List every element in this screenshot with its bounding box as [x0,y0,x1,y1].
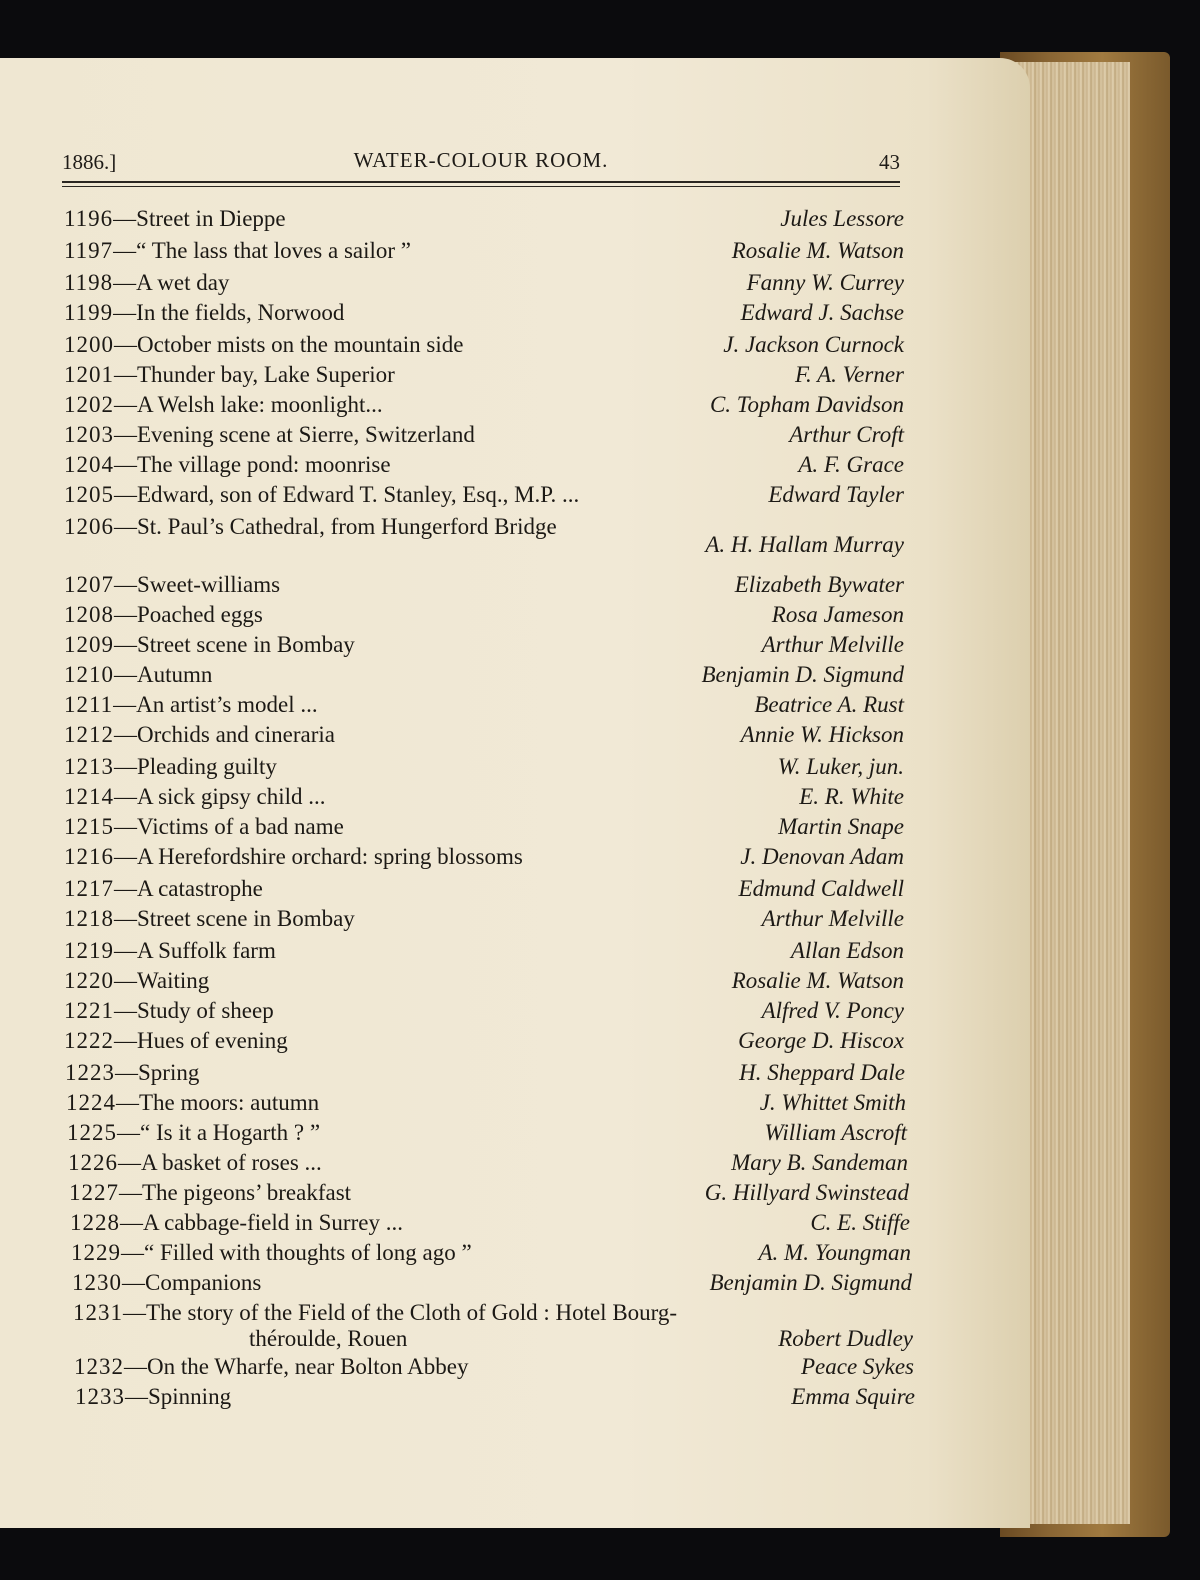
entry-title: A sick gipsy child ... [137,784,326,809]
entry-artist: Edmund Caldwell [738,876,904,901]
catalogue-entry [64,390,904,420]
entry-title: October mists on the mountain side [137,332,464,357]
catalogue-entry [66,1088,906,1118]
entry-artist: Rosa Jameson [771,602,904,627]
entry-artist: Benjamin D. Sigmund [701,662,904,687]
entry-number-title [64,874,263,904]
entry-number: 1209 [64,632,114,657]
entry-title: Orchids and cineraria [137,722,335,747]
catalogue-entry [64,782,904,812]
entry-dash: — [122,1270,145,1295]
entry-artist: Rosalie M. Watson [731,238,904,263]
entry-number-title [64,330,463,360]
entry-title-continuation: théroulde, Rouen [249,1326,408,1351]
entry-dash: — [114,814,137,839]
entry-title: A catastrophe [137,876,263,901]
entry-number-title [66,1088,319,1118]
entry-number-title [64,996,274,1026]
catalogue-entry [64,996,904,1026]
entry-number-title [64,390,383,420]
catalogue-entry [64,660,904,690]
entry-number: 1203 [64,422,114,447]
entry-number: 1230 [72,1270,122,1295]
entry-artist: J. Denovan Adam [740,844,904,869]
entry-dash: — [118,1150,141,1175]
entry-number: 1228 [70,1210,120,1235]
header-title: WATER-COLOUR ROOM. [353,148,609,172]
entry-number: 1202 [64,392,114,417]
entry-title: Street scene in Bombay [137,906,355,931]
entry-title: “ Is it a Hogarth ? ” [140,1120,321,1145]
entry-number-title [64,512,557,542]
entry-title: Victims of a bad name [137,814,344,839]
entry-artist: Emma Squire [791,1384,915,1409]
entry-number: 1205 [64,482,114,507]
catalogue-entry [64,874,904,904]
entry-dash: — [117,1120,140,1145]
entry-number: 1211 [64,692,114,717]
catalogue-entry [64,360,904,390]
entry-dash: — [114,938,137,963]
entry-number: 1208 [64,602,114,627]
entry-title: An artist’s model ... [136,692,318,717]
entry-number: 1213 [64,754,114,779]
catalogue-entry [64,268,904,298]
entry-title: The moors: autumn [139,1090,320,1115]
entry-dash: — [115,1060,138,1085]
catalogue-entry [65,1058,905,1088]
entry-title: A cabbage-field in Surrey ... [143,1210,403,1235]
entry-artist: Elizabeth Bywater [734,572,904,597]
entry-number: 1212 [64,722,114,747]
entry-title: Thunder bay, Lake Superior [137,362,395,387]
catalogue-entry [74,1352,914,1382]
entry-number-title [69,1178,351,1208]
entry-title: Spring [138,1060,200,1085]
entry-number-title [70,1208,403,1238]
entry-number: 1200 [64,332,114,357]
catalogue-entry [64,1026,904,1056]
entry-number: 1229 [71,1240,121,1265]
entry-artist: George D. Hiscox [738,1028,904,1053]
entry-number-title [64,630,355,660]
entry-number: 1219 [64,938,114,963]
entry-dash: — [116,1090,139,1115]
entry-dash: — [114,362,137,387]
entry-number-title [64,420,475,450]
entry-title: A basket of roses ... [141,1150,322,1175]
entry-number-title [64,204,286,234]
entry-title: Street scene in Bombay [137,632,355,657]
entry-number-title [64,812,344,842]
entry-artist: Arthur Melville [761,906,904,931]
entry-number-title [64,904,355,934]
catalogue-entry [70,1208,910,1238]
entry-title: Pleading guilty [137,754,277,779]
catalogue-entry [64,204,904,234]
entry-dash: — [114,422,137,447]
entry-artist: Peace Sykes [800,1354,914,1379]
entry-dash: — [114,572,137,597]
catalogue-entry [64,330,904,360]
catalogue-entry [69,1178,909,1208]
entry-number-title [64,936,276,966]
entry-number: 1227 [69,1180,119,1205]
entry-number-title [68,1148,322,1178]
entry-number: 1196 [64,206,114,231]
entry-title: Edward, son of Edward T. Stanley, Esq., M.P. ... [137,482,580,507]
entry-dash: — [113,692,137,717]
catalogue-entry [64,512,904,557]
entry-dash: — [114,392,137,417]
entry-artist: Arthur Melville [761,632,904,657]
entry-dash: — [114,662,137,687]
entry-artist: E. R. White [799,784,904,809]
entry-artist: Edward J. Sachse [740,300,904,325]
catalogue-entry [64,420,904,450]
entry-dash: — [113,300,137,325]
entry-dash: — [114,1028,137,1053]
entry-title: Companions [145,1270,262,1295]
entry-dash: — [113,270,137,295]
entry-number: 1199 [64,300,114,325]
entry-number: 1231 [73,1300,123,1325]
entry-artist: Martin Snape [778,814,904,839]
catalogue-entry [64,936,904,966]
header-year: 1886.] [62,150,117,174]
catalogue-entry [75,1382,915,1412]
entry-number: 1223 [65,1060,115,1085]
entry-number: 1198 [64,270,114,295]
entry-number: 1222 [64,1028,114,1053]
entry-number: 1221 [64,998,114,1023]
entry-number-title [64,236,411,266]
entry-dash: — [114,784,137,809]
entry-artist: Edward Tayler [768,482,904,507]
entry-artist: Benjamin D. Sigmund [709,1270,912,1295]
entry-number-title [74,1352,468,1382]
entry-number-title [64,480,579,510]
catalogue-entry [64,450,904,480]
entry-dash: — [114,332,137,357]
entry-dash: — [125,1384,148,1409]
entry-dash: — [114,844,137,869]
entry-number: 1218 [64,906,114,931]
entry-number: 1206 [64,514,114,539]
entry-title: A Herefordshire orchard: spring blossoms [137,844,523,869]
entry-title: The story of the Field of the Cloth of Gold : Hotel Bourg- [146,1300,678,1325]
catalogue-entry [64,298,904,328]
entry-artist: Beatrice A. Rust [754,692,904,717]
entry-title: On the Wharfe, near Bolton Abbey [147,1354,469,1379]
catalogue-entry [68,1148,908,1178]
entry-artist: F. A. Verner [794,362,904,387]
entry-title: The village pond: moonrise [137,452,391,477]
entry-number: 1232 [74,1354,124,1379]
entry-dash: — [114,906,137,931]
entry-title: Waiting [137,968,210,993]
entry-number: 1214 [64,784,114,809]
entry-dash: — [114,452,137,477]
entry-artist: Mary B. Sandeman [731,1150,908,1175]
catalogue-entry [64,600,904,630]
entry-number-title [72,1268,261,1298]
entry-title: “ The lass that loves a sailor ” [136,238,412,263]
entry-title: Hues of evening [137,1028,288,1053]
entry-dash: — [114,968,137,993]
entry-dash: — [114,998,137,1023]
entry-artist: Arthur Croft [789,422,904,447]
entry-number-title [64,450,391,480]
entry-number: 1210 [64,662,114,687]
entry-number-title [64,360,395,390]
entry-title: St. Paul’s Cathedral, from Hungerford Bridge [137,514,557,539]
entry-title: Sweet-williams [137,572,281,597]
catalogue-entry [64,630,904,660]
entry-artist: C. E. Stiffe [810,1210,910,1235]
catalogue-entry [64,480,904,510]
catalogue-entry [64,904,904,934]
entry-number-title [64,570,280,600]
entry-number-title [64,720,335,750]
catalogue-entry [64,236,904,266]
entry-artist: A. M. Youngman [758,1240,911,1265]
entry-dash: — [114,514,137,539]
entry-number-title [64,690,318,720]
catalogue-entry [64,966,904,996]
entry-title: Street in Dieppe [136,206,286,231]
page-number: 43 [879,150,900,174]
entry-dash: — [121,1240,144,1265]
catalogue-entry [64,570,904,600]
entry-number: 1201 [64,362,114,387]
entry-dash: — [114,754,137,779]
entry-artist: Robert Dudley [778,1326,913,1351]
entry-dash: — [114,602,137,627]
entry-title: Study of sheep [137,998,274,1023]
entry-title: Poached eggs [137,602,263,627]
entry-number-title [64,600,263,630]
catalogue-entry [64,812,904,842]
entry-number-title [65,1058,199,1088]
entry-artist: J. Jackson Curnock [723,332,904,357]
entry-dash: — [114,482,137,507]
entry-number-title [64,752,277,782]
entry-dash: — [114,876,137,901]
catalogue-entry [71,1238,911,1268]
entry-title: Autumn [137,662,213,687]
entry-artist: W. Luker, jun. [777,754,904,779]
entry-number-title [64,298,344,328]
entry-number-title [75,1382,231,1412]
entry-dash: — [123,1300,146,1325]
entry-number: 1207 [64,572,114,597]
entry-number-title [67,1118,320,1148]
entry-number-title [64,268,229,298]
entry-title: Spinning [148,1384,232,1409]
entry-number-title [64,966,209,996]
entry-title: Evening scene at Sierre, Switzerland [137,422,475,447]
entry-number: 1233 [75,1384,125,1409]
entry-number: 1225 [67,1120,117,1145]
entry-artist: C. Topham Davidson [709,392,904,417]
entry-artist: William Ascroft [764,1120,907,1145]
entry-artist: J. Whittet Smith [759,1090,906,1115]
catalogue-entry [72,1268,912,1298]
entry-dash: — [113,238,137,263]
entry-title: A Suffolk farm [137,938,276,963]
entry-artist: Jules Lessore [780,206,904,231]
entry-artist: Annie W. Hickson [740,722,904,747]
entry-title: In the fields, Norwood [136,300,345,325]
entry-number-title [64,1026,288,1056]
entry-number: 1216 [64,844,114,869]
entry-artist: Alfred V. Poncy [761,998,904,1023]
entry-number: 1197 [64,238,114,263]
catalogue-entry [64,752,904,782]
entry-number-title [64,842,523,872]
entry-title: A Welsh lake: moonlight... [137,392,383,417]
entry-artist: A. H. Hallam Murray [705,532,904,557]
entry-number: 1220 [64,968,114,993]
entry-artist: Allan Edson [790,938,904,963]
entry-number: 1204 [64,452,114,477]
entry-title: A wet day [136,270,230,295]
entry-artist: Rosalie M. Watson [731,968,904,993]
entry-artist: Fanny W. Currey [746,270,904,295]
entry-dash: — [113,206,137,231]
entry-dash: — [124,1354,147,1379]
catalogue-entry [67,1118,907,1148]
entry-artist: G. Hillyard Swinstead [704,1180,909,1205]
entry-number-title [64,660,212,690]
entry-number-title [71,1238,472,1268]
entry-number: 1226 [68,1150,118,1175]
catalogue-entry [64,842,904,872]
entry-number: 1224 [66,1090,116,1115]
catalogue-entry [64,720,904,750]
entry-dash: — [114,632,137,657]
entry-artist: H. Sheppard Dale [739,1060,905,1085]
entry-title: “ Filled with thoughts of long ago ” [144,1240,472,1265]
catalogue-entry [73,1298,913,1351]
entry-dash: — [119,1180,142,1205]
entry-dash: — [114,722,137,747]
entry-number-title [64,782,325,812]
entry-title: The pigeons’ breakfast [142,1180,352,1205]
catalogue-entry [64,690,904,720]
entry-number: 1217 [64,876,114,901]
entry-dash: — [120,1210,143,1235]
entry-number: 1215 [64,814,114,839]
entry-artist: A. F. Grace [798,452,904,477]
